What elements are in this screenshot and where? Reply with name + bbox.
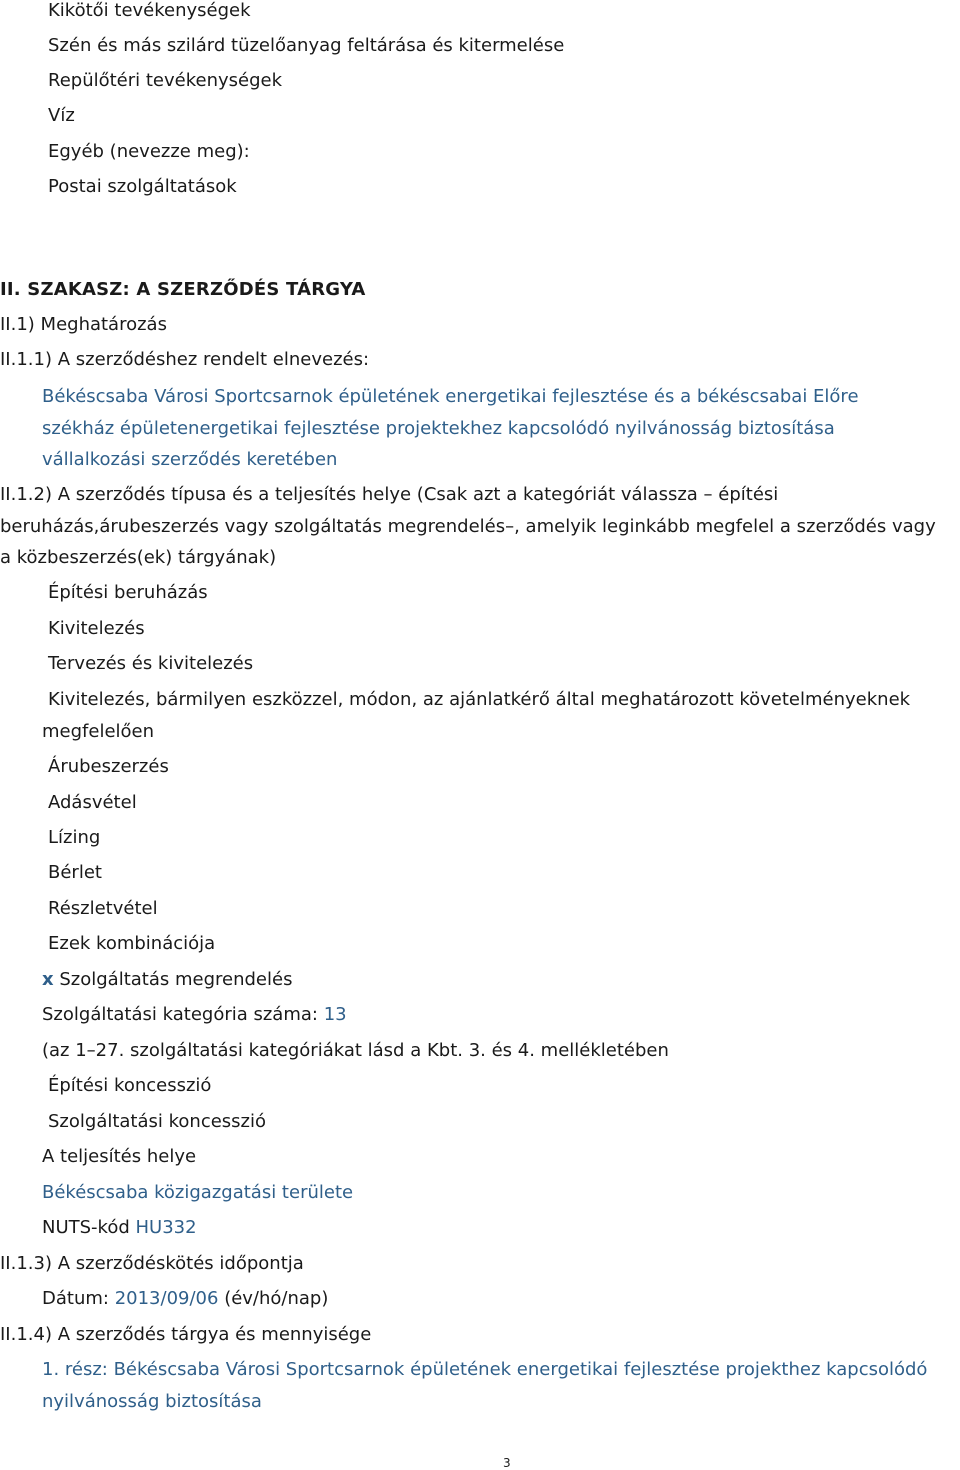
date-format: (év/hó/nap) (224, 1288, 329, 1309)
option-szolgaltatasi-koncesszio: Szolgáltatási koncesszió (48, 1111, 267, 1132)
field-label-tipus-line-1: II.1.2) A szerződés típusa és a teljesítés helye (Csak azt a kategóriát válassza – építési (0, 484, 779, 505)
option-kivitelezes-barmilyen-line-2: megfelelően (42, 721, 155, 742)
category-row (42, 1004, 347, 1026)
option-adasvetel: Adásvétel (48, 792, 137, 813)
field-label-targy: II.1.4) A szerződés tárgya és mennyisége (0, 1324, 372, 1345)
place-value: Békéscsaba közigazgatási területe (42, 1182, 354, 1203)
list-item-szen: Szén és más szilárd tüzelőanyag feltárása és kitermelése (48, 35, 565, 56)
category-label: Szolgáltatási kategória száma: (42, 1004, 318, 1025)
list-item-kikotoi: Kikötői tevékenységek (48, 0, 251, 21)
option-kivitelezes-barmilyen-line-1: Kivitelezés, bármilyen eszközzel, módon, az ajánlatkérő által meghatározott követelményeknek (48, 689, 911, 710)
list-item-egyeb: Egyéb (nevezze meg): (48, 141, 250, 162)
option-tervezes-kivitelezes: Tervezés és kivitelezés (48, 653, 254, 674)
category-value: 13 (323, 1004, 347, 1025)
field-label-elnevezes: II.1.1) A szerződéshez rendelt elnevezés: (0, 349, 370, 370)
option-szolgaltatas-row (42, 969, 292, 991)
list-item-postai: Postai szolgáltatások (48, 176, 237, 197)
nuts-row (42, 1217, 197, 1239)
elnevezes-value-line-2: székház épületenergetikai fejlesztése projektekhez kapcsolódó nyilvánosság biztosítása (42, 418, 835, 439)
targy-value-line-1: 1. rész: Békéscsaba Városi Sportcsarnok épületének energetikai fejlesztése projekthez kapcsolódó (42, 1359, 928, 1380)
category-note: (az 1–27. szolgáltatási kategóriákat lásd a Kbt. 3. és 4. mellékletében (42, 1040, 669, 1061)
option-reszletvetel: Részletvétel (48, 898, 158, 919)
list-item-repuloteri: Repülőtéri tevékenységek (48, 70, 283, 91)
targy-value-line-2: nyilvánosság biztosítása (42, 1391, 262, 1412)
option-kombinacio: Ezek kombinációja (48, 933, 216, 954)
place-label: A teljesítés helye (42, 1146, 197, 1167)
option-berlet: Bérlet (48, 862, 102, 883)
field-label-tipus-line-2: beruházás,árubeszerzés vagy szolgáltatás megrendelés–, amelyik leginkább megfelel a szerződés vagy (0, 516, 936, 537)
option-lizing: Lízing (48, 827, 101, 848)
option-epitesi-koncesszio: Építési koncesszió (48, 1075, 212, 1096)
page-number: 3 (503, 1456, 511, 1470)
date-label: Dátum: (42, 1288, 109, 1309)
option-kivitelezes: Kivitelezés (48, 618, 145, 639)
date-value: 2013/09/06 (114, 1288, 219, 1309)
elnevezes-value-line-3: vállalkozási szerződés keretében (42, 449, 338, 470)
date-row (42, 1288, 328, 1310)
option-arubeszerzes: Árubeszerzés (48, 756, 169, 777)
field-label-szerzodeskotes: II.1.3) A szerződéskötés időpontja (0, 1253, 304, 1274)
nuts-value: HU332 (135, 1217, 197, 1238)
nuts-label: NUTS-kód (42, 1217, 130, 1238)
elnevezes-value-line-1: Békéscsaba Városi Sportcsarnok épületének energetikai fejlesztése és a békéscsabai Előre (42, 386, 859, 407)
option-szolgaltatas-label: Szolgáltatás megrendelés (59, 969, 293, 990)
option-epitesi-beruhazas: Építési beruházás (48, 582, 208, 603)
subsection-ii-1: II.1) Meghatározás (0, 314, 167, 335)
list-item-viz: Víz (48, 105, 75, 126)
selected-mark: x (42, 969, 54, 990)
section-title: II. SZAKASZ: A SZERZŐDÉS TÁRGYA (0, 279, 366, 300)
field-label-tipus-line-3: a közbeszerzés(ek) tárgyának) (0, 547, 277, 568)
